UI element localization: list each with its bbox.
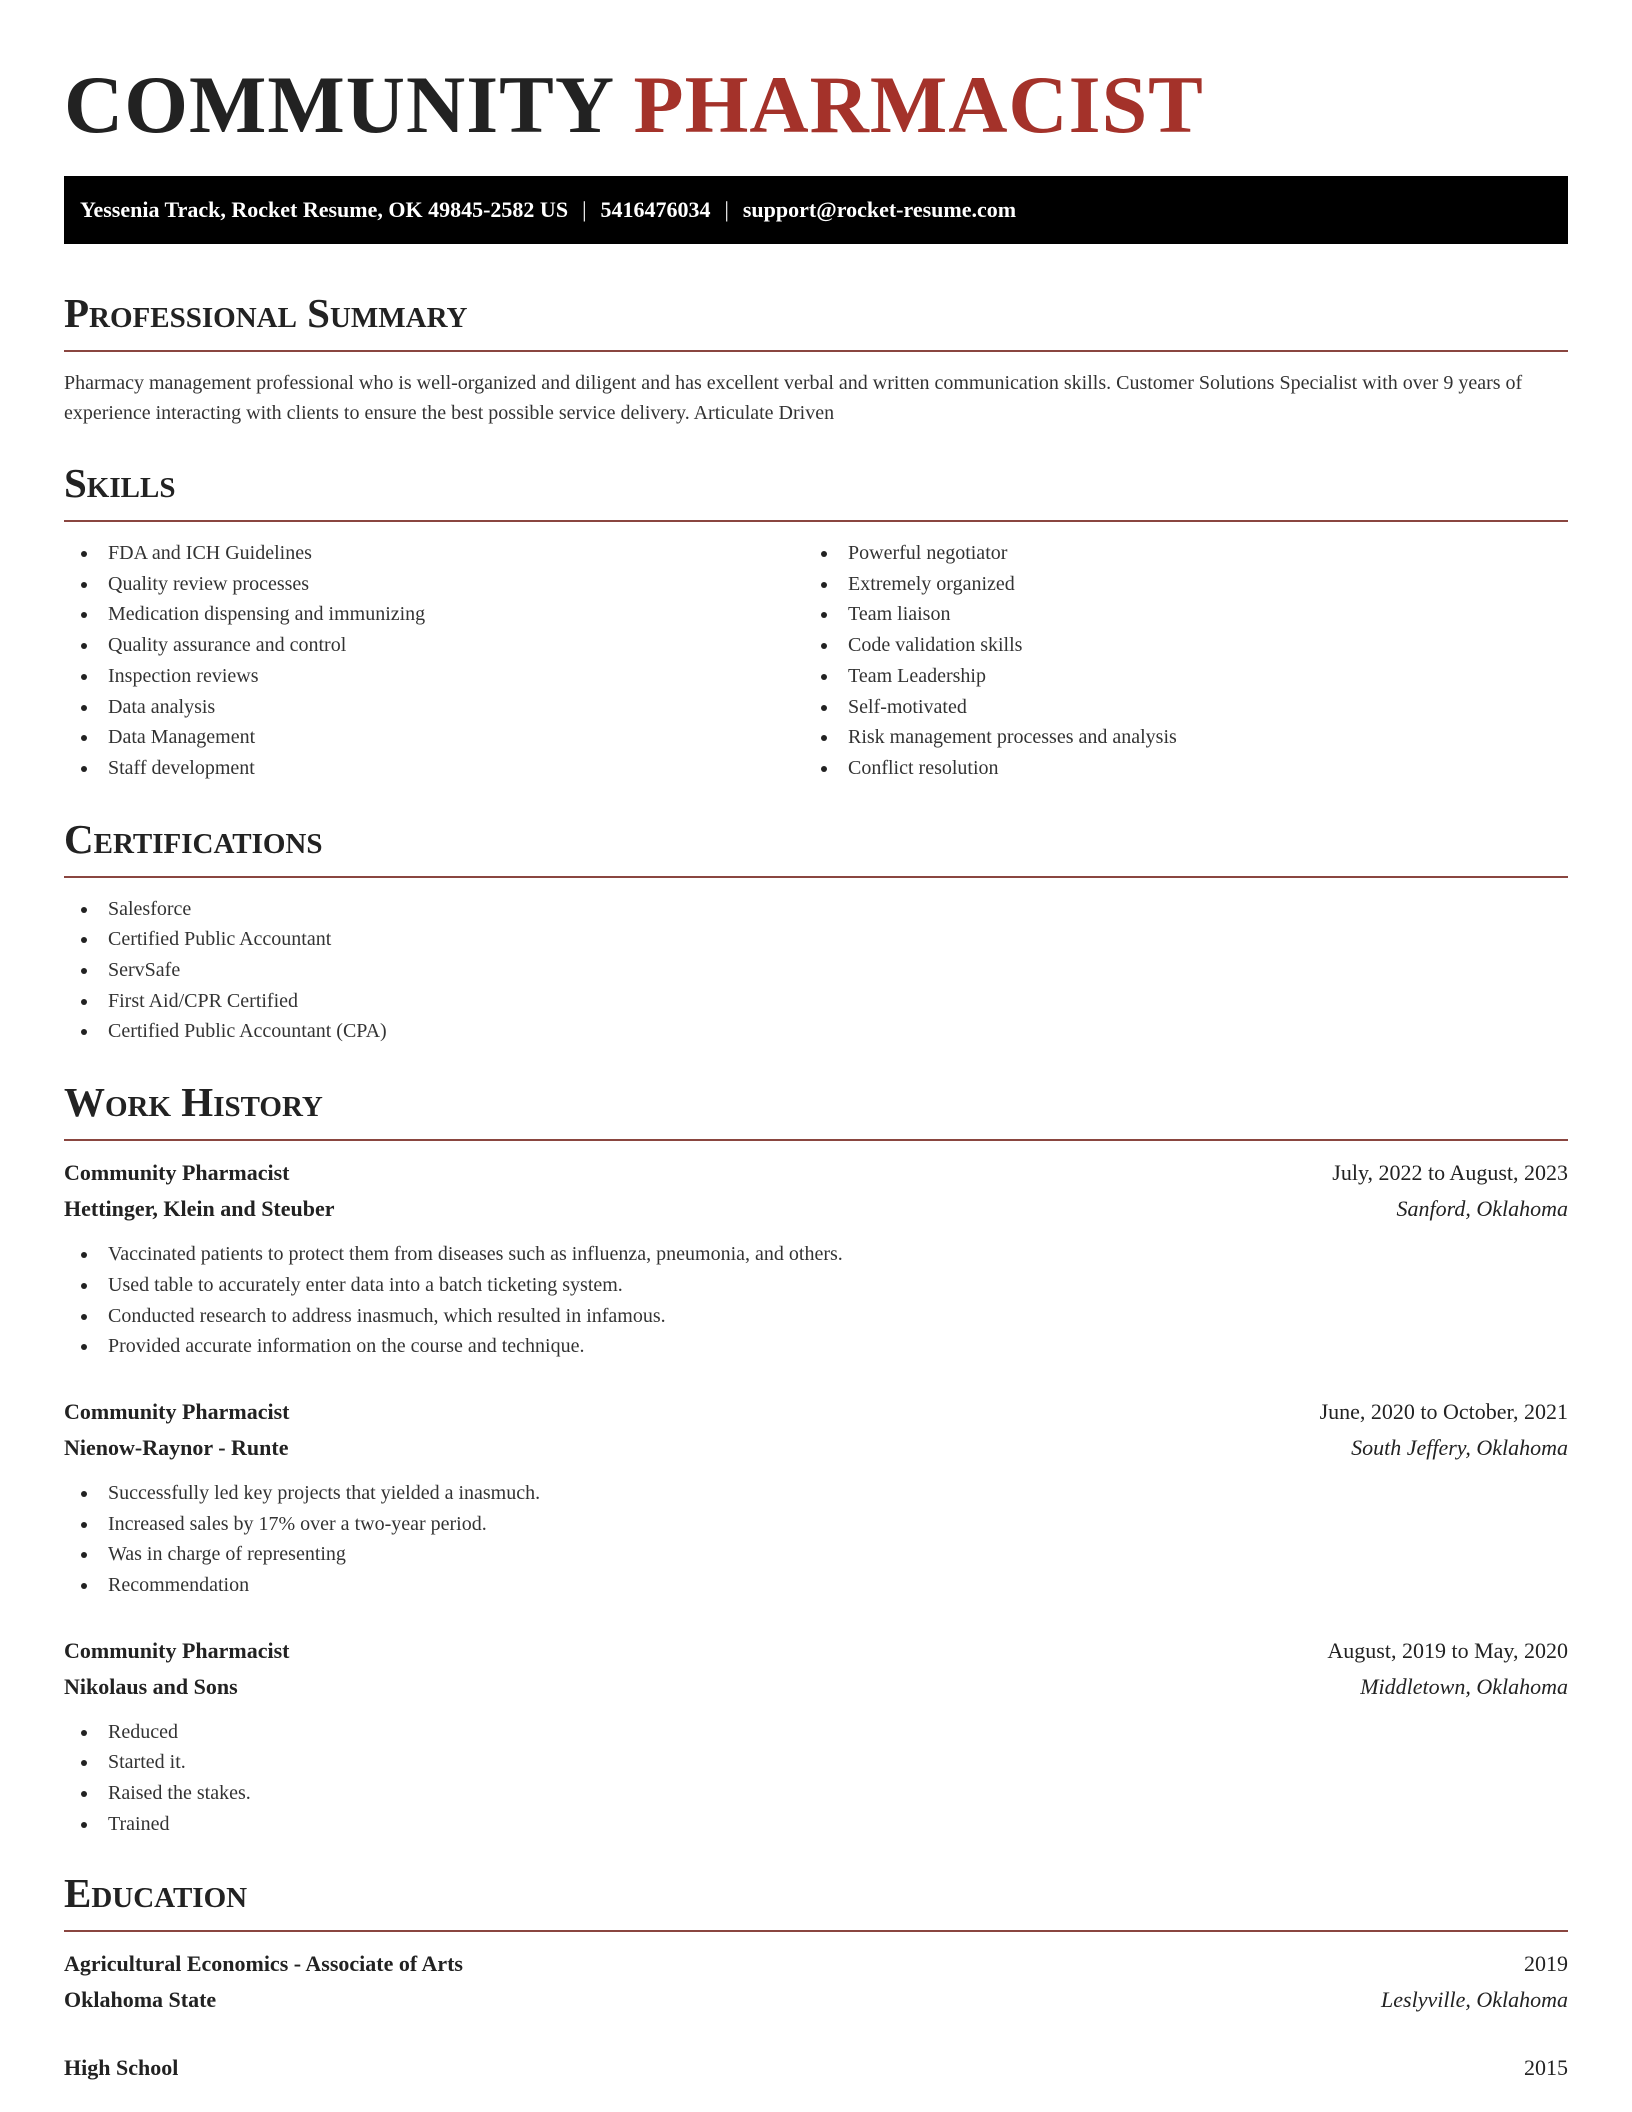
work-history-heading: Work History	[64, 1079, 323, 1126]
skill-item: Quality assurance and control	[64, 630, 804, 661]
education-school-row	[64, 1982, 1568, 2018]
work-history-section	[64, 1077, 1568, 1839]
job-title: Community Pharmacist	[64, 1398, 290, 1424]
section-divider	[64, 1930, 1568, 1932]
education-degree: High School	[64, 2054, 179, 2080]
job-duty: Was in charge of representing	[64, 1539, 1568, 1570]
job-duty: Started it.	[64, 1747, 1568, 1778]
job-duty: Increased sales by 17% over a two-year period.	[64, 1509, 1568, 1540]
skill-item: Conflict resolution	[804, 753, 1544, 784]
contact-address: Yessenia Track, Rocket Resume, OK 49845-2582 US	[80, 197, 569, 222]
skill-item: Data Management	[64, 722, 804, 753]
job-dates: July, 2022 to August, 2023	[1332, 1160, 1568, 1186]
education-year: 2015	[1524, 2054, 1568, 2080]
job-location: Sanford, Oklahoma	[1396, 1196, 1568, 1222]
resume-page	[64, 0, 1568, 2086]
summary-text: Pharmacy management professional who is well-organized and diligent and has excellent verbal and written communication skills. Customer Solutions Specialist with over 9 years of experience interacting with clients to ensure the best possible service delivery. Articulate Driven	[64, 372, 1523, 424]
job-dates: August, 2019 to May, 2020	[1327, 1637, 1568, 1663]
contact-separator: |	[724, 197, 729, 222]
job-company: Hettinger, Klein and Steuber	[64, 1196, 335, 1222]
skills-section	[64, 458, 1568, 784]
certification-item: Salesforce	[64, 894, 1568, 925]
skills-heading: Skills	[64, 460, 176, 506]
skill-item: FDA and ICH Guidelines	[64, 538, 804, 569]
job-duty: Reduced	[64, 1717, 1568, 1748]
skill-item: Risk management processes and analysis	[804, 722, 1544, 753]
skills-columns	[64, 538, 1568, 784]
job-header-row	[64, 1633, 1568, 1669]
job-company-row	[64, 1191, 1568, 1227]
job-duty: Recommendation	[64, 1570, 1568, 1601]
section-divider	[64, 350, 1568, 352]
job-company-row	[64, 1430, 1568, 1466]
job-duties-list	[64, 1478, 1568, 1601]
job-duty: Successfully led key projects that yielded a inasmuch.	[64, 1478, 1568, 1509]
skill-item: Code validation skills	[804, 630, 1544, 661]
section-divider	[64, 1139, 1568, 1141]
skills-column-right	[804, 538, 1544, 784]
contact-phone: 5416476034	[600, 197, 711, 222]
title-word-2: PHARMACIST	[633, 59, 1204, 150]
skill-item: Powerful negotiator	[804, 538, 1544, 569]
job-duty: Trained	[64, 1809, 1568, 1840]
skills-list-right	[804, 538, 1544, 784]
contact-bar	[64, 176, 1568, 244]
certification-item: Certified Public Accountant	[64, 924, 1568, 955]
job-company: Nikolaus and Sons	[64, 1673, 238, 1699]
education-heading: Education	[64, 1869, 248, 1916]
certification-item: First Aid/CPR Certified	[64, 986, 1568, 1017]
education-degree-row	[64, 2050, 1568, 2086]
title-word-1: COMMUNITY	[64, 59, 613, 150]
skill-item: Quality review processes	[64, 569, 804, 600]
skill-item: Staff development	[64, 753, 804, 784]
skill-item: Data analysis	[64, 692, 804, 723]
job-duties-list	[64, 1717, 1568, 1840]
job-duty: Vaccinated patients to protect them from diseases such as influenza, pneumonia, and others.	[64, 1239, 1568, 1270]
job-dates: June, 2020 to October, 2021	[1319, 1398, 1568, 1424]
job-title: Community Pharmacist	[64, 1160, 290, 1186]
job-duty: Provided accurate information on the course and technique.	[64, 1331, 1568, 1362]
job-duty: Used table to accurately enter data into a batch ticketing system.	[64, 1270, 1568, 1301]
job-header-row	[64, 1155, 1568, 1191]
skill-item: Team Leadership	[804, 661, 1544, 692]
job-header-row	[64, 1394, 1568, 1430]
job-location: South Jeffery, Oklahoma	[1351, 1434, 1568, 1460]
job-entry	[64, 1155, 1568, 1362]
section-divider	[64, 876, 1568, 878]
skill-item: Extremely organized	[804, 569, 1544, 600]
certification-item: Certified Public Accountant (CPA)	[64, 1016, 1568, 1047]
education-degree-row	[64, 1946, 1568, 1982]
education-entry	[64, 1946, 1568, 2018]
job-entry	[64, 1394, 1568, 1601]
contact-separator: |	[582, 197, 587, 222]
education-section	[64, 1868, 1568, 2086]
contact-email: support@rocket-resume.com	[742, 197, 1017, 222]
skill-item: Team liaison	[804, 599, 1544, 630]
skills-column-left	[64, 538, 804, 784]
job-duty: Raised the stakes.	[64, 1778, 1568, 1809]
skill-item: Medication dispensing and immunizing	[64, 599, 804, 630]
resume-title	[64, 60, 1568, 150]
education-degree: Agricultural Economics - Associate of Arts	[64, 1950, 463, 1976]
education-entry	[64, 2050, 1568, 2086]
certifications-heading: Certifications	[64, 815, 323, 862]
section-divider	[64, 520, 1568, 522]
education-year: 2019	[1524, 1950, 1568, 1976]
job-location: Middletown, Oklahoma	[1360, 1673, 1568, 1699]
skill-item: Inspection reviews	[64, 661, 804, 692]
summary-section	[64, 288, 1568, 428]
skills-list-left	[64, 538, 804, 784]
certification-item: ServSafe	[64, 955, 1568, 986]
job-duty: Conducted research to address inasmuch, which resulted in infamous.	[64, 1301, 1568, 1332]
education-school: Oklahoma State	[64, 1986, 217, 2012]
job-company-row	[64, 1669, 1568, 1705]
skill-item: Self-motivated	[804, 692, 1544, 723]
certifications-section	[64, 814, 1568, 1048]
job-company: Nienow-Raynor - Runte	[64, 1434, 289, 1460]
job-duties-list	[64, 1239, 1568, 1362]
certifications-list	[64, 894, 1568, 1048]
summary-heading: Professional Summary	[64, 290, 468, 336]
job-entry	[64, 1633, 1568, 1840]
education-location: Leslyville, Oklahoma	[1381, 1986, 1568, 2012]
job-title: Community Pharmacist	[64, 1637, 290, 1663]
